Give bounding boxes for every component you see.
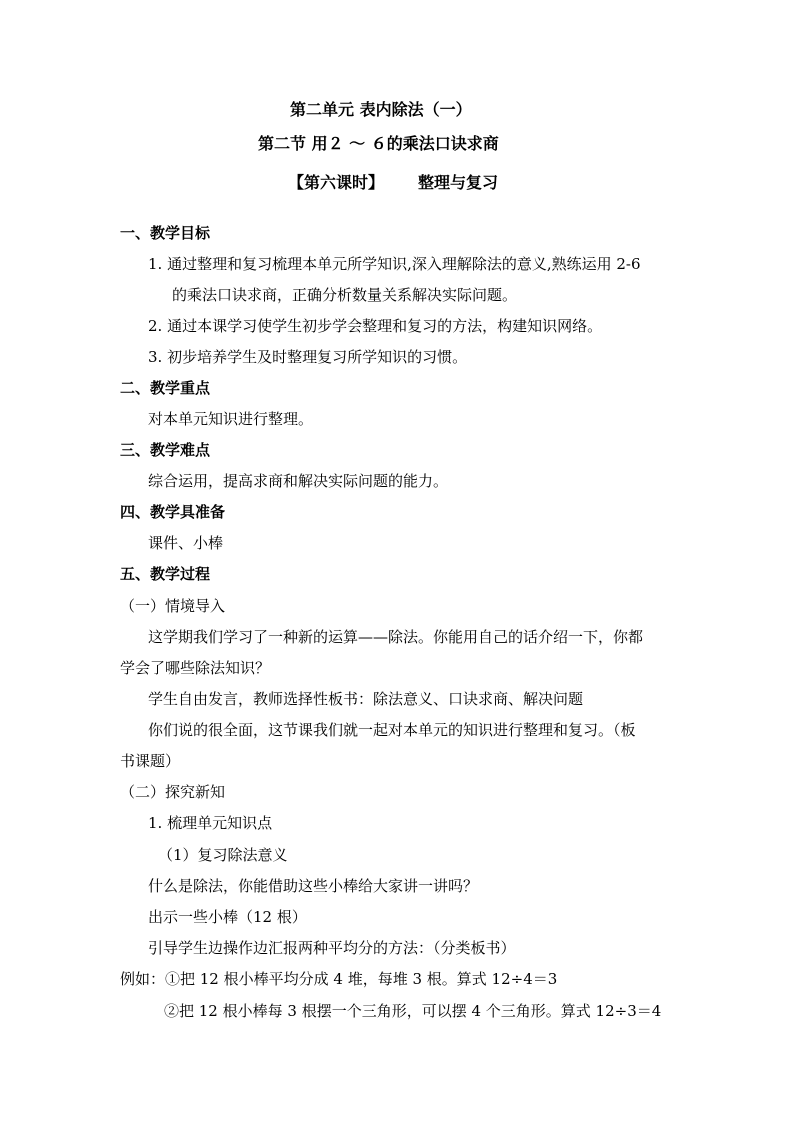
objective-3: 3. 初步培养学生及时整理复习所学知识的习惯。 <box>148 348 468 366</box>
subsection-intro: （一）情境导入 <box>120 597 226 615</box>
heading-process: 五、教学过程 <box>120 565 211 583</box>
subsection-explore: （二）探究新知 <box>120 783 226 801</box>
difficulty-text: 综合运用，提高求商和解决实际问题的能力。 <box>148 472 449 490</box>
example-1: 例如：①把 12 根小棒平均分成 4 堆，每堆 3 根。算式 12÷4＝3 <box>120 970 558 988</box>
objective-2: 2. 通过本课学习使学生初步学会整理和复习的方法，构建知识网络。 <box>148 317 603 335</box>
section-title: 第二节 用２ ～ ６的乘法口诀求商 <box>258 134 499 153</box>
objective-1-line-1: 1. 通过整理和复习梳理本单元所学知识,深入理解除法的意义,熟练运用 2-6 <box>148 255 641 273</box>
key-point-text: 对本单元知识进行整理。 <box>148 410 314 428</box>
paragraph-2: 学生自由发言，教师选择性板书：除法意义、口诀求商、解决问题 <box>148 690 584 708</box>
heading-objectives: 一、教学目标 <box>120 224 211 242</box>
step-1: 1. 梳理单元知识点 <box>148 814 273 832</box>
unit-title: 第二单元 表内除法（一） <box>290 100 472 119</box>
heading-difficulty: 三、教学难点 <box>120 441 211 459</box>
materials-text: 课件、小棒 <box>148 534 224 552</box>
paragraph-3-line-2: 书课题） <box>120 752 181 770</box>
step-1-1: （1）复习除法意义 <box>158 846 288 864</box>
paragraph-3-line-1: 你们说的很全面，这节课我们就一起对本单元的知识进行整理和复习。（板 <box>148 721 636 739</box>
lesson-topic: 整理与复习 <box>418 173 499 192</box>
guide-text: 引导学生边操作边汇报两种平均分的方法：（分类板书） <box>148 939 516 957</box>
lesson-label: 【第六课时】 <box>288 173 385 192</box>
heading-key-point: 二、教学重点 <box>120 379 211 397</box>
objective-1-line-2: 的乘法口诀求商，正确分析数量关系解决实际问题。 <box>172 286 518 304</box>
question-1: 什么是除法，你能借助这些小棒给大家讲一讲吗？ <box>148 877 479 895</box>
paragraph-1-line-2: 学会了哪些除法知识？ <box>120 659 271 677</box>
paragraph-1-line-1: 这学期我们学习了一种新的运算——除法。你能用自己的话介绍一下，你都 <box>148 628 644 646</box>
show-sticks: 出示一些小棒（12 根） <box>148 908 307 926</box>
heading-materials: 四、教学具准备 <box>120 503 226 521</box>
example-2: ②把 12 根小棒每 3 根摆一个三角形，可以摆 4 个三角形。算式 12÷3＝4 <box>164 1002 662 1020</box>
